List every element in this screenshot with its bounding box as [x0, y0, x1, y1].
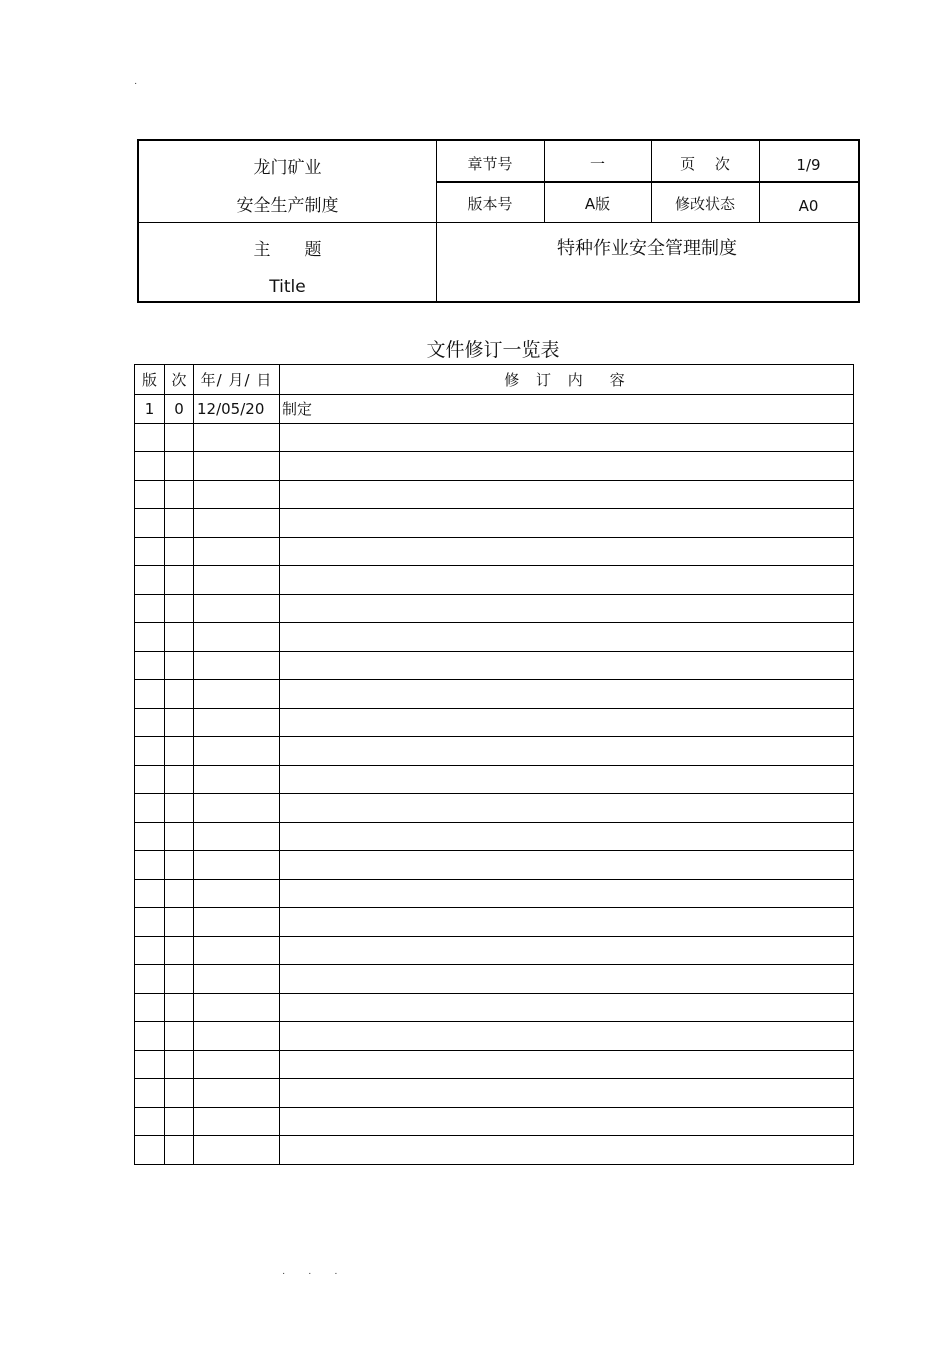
table-cell	[194, 908, 280, 937]
table-row	[135, 1022, 854, 1051]
table-cell	[280, 936, 854, 965]
table-row	[135, 936, 854, 965]
table-cell	[194, 879, 280, 908]
company-name: 龙门矿业	[253, 157, 322, 178]
table-header-row	[135, 365, 854, 395]
version-label: 版本号	[467, 195, 513, 213]
table-cell	[135, 794, 165, 823]
table-row	[135, 1079, 854, 1108]
table-row	[135, 765, 854, 794]
table-cell	[165, 965, 194, 994]
table-cell	[135, 822, 165, 851]
table-cell	[165, 1050, 194, 1079]
chapter-value: 一	[589, 154, 605, 173]
table-cell	[280, 509, 854, 538]
table-cell	[165, 822, 194, 851]
table-cell	[194, 452, 280, 481]
table-cell	[194, 965, 280, 994]
table-cell	[194, 822, 280, 851]
table-row	[135, 908, 854, 937]
table-cell	[280, 423, 854, 452]
table-cell	[194, 680, 280, 709]
table-cell	[165, 651, 194, 680]
table-cell	[280, 765, 854, 794]
header-divider	[139, 222, 858, 223]
table-cell	[135, 651, 165, 680]
table-cell	[194, 1107, 280, 1136]
table-cell	[280, 993, 854, 1022]
table-cell	[135, 1079, 165, 1108]
table-cell	[135, 879, 165, 908]
table-cell	[280, 1107, 854, 1136]
table-cell	[194, 737, 280, 766]
table-row	[135, 651, 854, 680]
table-cell	[194, 765, 280, 794]
table-cell	[165, 794, 194, 823]
table-row	[135, 993, 854, 1022]
table-cell	[280, 1136, 854, 1165]
table-row	[135, 566, 854, 595]
column-header: 修 订 内 容	[280, 365, 854, 395]
table-cell	[194, 851, 280, 880]
table-row	[135, 965, 854, 994]
table-cell	[135, 423, 165, 452]
table-cell	[280, 965, 854, 994]
table-cell	[194, 1079, 280, 1108]
table-row	[135, 1050, 854, 1079]
table-cell: 0	[165, 395, 194, 424]
table-cell	[280, 452, 854, 481]
table-cell	[280, 566, 854, 595]
column-header: 次	[165, 365, 194, 395]
table-cell	[194, 1022, 280, 1051]
subject-label-en: Title	[269, 277, 306, 297]
table-cell	[280, 594, 854, 623]
table-cell	[135, 1022, 165, 1051]
table-row	[135, 708, 854, 737]
table-cell	[280, 908, 854, 937]
table-cell	[280, 851, 854, 880]
revision-status-value: A0	[798, 196, 819, 215]
table-cell	[280, 480, 854, 509]
table-cell: 12/05/20	[194, 395, 280, 424]
table-row	[135, 822, 854, 851]
table-cell: 1	[135, 395, 165, 424]
table-cell	[280, 1079, 854, 1108]
table-cell	[165, 851, 194, 880]
table-cell	[135, 936, 165, 965]
table-cell	[280, 680, 854, 709]
table-row	[135, 879, 854, 908]
table-cell	[194, 509, 280, 538]
table-row	[135, 680, 854, 709]
table-cell	[280, 879, 854, 908]
table-cell	[165, 623, 194, 652]
table-cell	[165, 908, 194, 937]
revision-table	[134, 364, 854, 1165]
page-value: 1/9	[796, 156, 821, 174]
table-row	[135, 794, 854, 823]
revision-table-title: 文件修订一览表	[426, 339, 560, 361]
table-cell	[194, 537, 280, 566]
table-cell	[165, 423, 194, 452]
table-cell	[194, 1136, 280, 1165]
table-cell	[280, 623, 854, 652]
table-cell	[280, 822, 854, 851]
table-cell	[194, 423, 280, 452]
table-cell	[135, 623, 165, 652]
table-row	[135, 480, 854, 509]
document-series: 安全生产制度	[236, 196, 339, 216]
table-cell	[194, 594, 280, 623]
column-header: 年/ 月/ 日	[194, 365, 280, 395]
table-cell	[165, 1107, 194, 1136]
table-cell	[165, 1022, 194, 1051]
table-cell	[280, 737, 854, 766]
table-cell	[165, 708, 194, 737]
table-cell	[280, 1022, 854, 1051]
table-cell	[165, 480, 194, 509]
page-label: 页 次	[680, 154, 730, 173]
document-header	[137, 139, 860, 303]
table-cell	[194, 794, 280, 823]
table-cell	[280, 537, 854, 566]
table-cell	[280, 1050, 854, 1079]
top-mark: ·	[134, 78, 138, 89]
table-cell	[135, 480, 165, 509]
table-cell	[194, 566, 280, 595]
table-cell	[135, 680, 165, 709]
table-cell	[280, 651, 854, 680]
table-cell	[135, 993, 165, 1022]
subject-value: 特种作业安全管理制度	[557, 238, 737, 259]
table-cell: 制定	[280, 395, 854, 424]
table-cell	[165, 566, 194, 595]
table-cell	[135, 908, 165, 937]
table-cell	[165, 1079, 194, 1108]
bottom-mark: · · ·	[282, 1268, 348, 1279]
table-cell	[135, 509, 165, 538]
table-cell	[280, 794, 854, 823]
table-row	[135, 452, 854, 481]
table-row	[135, 423, 854, 452]
chapter-label: 章节号	[467, 154, 513, 173]
table-row	[135, 737, 854, 766]
table-cell	[194, 936, 280, 965]
table-row	[135, 395, 854, 424]
table-cell	[135, 566, 165, 595]
table-cell	[165, 879, 194, 908]
table-cell	[135, 737, 165, 766]
table-row	[135, 1107, 854, 1136]
table-cell	[135, 594, 165, 623]
table-row	[135, 509, 854, 538]
table-cell	[165, 680, 194, 709]
table-cell	[165, 936, 194, 965]
table-cell	[194, 651, 280, 680]
table-cell	[165, 765, 194, 794]
revision-status-label: 修改状态	[674, 195, 735, 213]
table-row	[135, 537, 854, 566]
table-cell	[165, 452, 194, 481]
table-row	[135, 623, 854, 652]
subject-label: 主 题	[253, 239, 322, 260]
table-cell	[135, 1107, 165, 1136]
table-cell	[135, 537, 165, 566]
table-cell	[135, 965, 165, 994]
table-cell	[194, 993, 280, 1022]
table-cell	[280, 708, 854, 737]
table-cell	[194, 623, 280, 652]
version-value: A版	[584, 195, 611, 213]
table-cell	[194, 1050, 280, 1079]
table-cell	[194, 708, 280, 737]
table-cell	[135, 1136, 165, 1165]
table-row	[135, 594, 854, 623]
table-cell	[194, 480, 280, 509]
table-cell	[135, 851, 165, 880]
table-cell	[165, 737, 194, 766]
table-cell	[165, 993, 194, 1022]
table-cell	[165, 594, 194, 623]
table-cell	[165, 537, 194, 566]
column-header: 版	[135, 365, 165, 395]
table-row	[135, 1136, 854, 1165]
table-cell	[165, 509, 194, 538]
table-cell	[165, 1136, 194, 1165]
table-cell	[135, 1050, 165, 1079]
table-cell	[135, 765, 165, 794]
table-cell	[135, 708, 165, 737]
table-cell	[135, 452, 165, 481]
table-row	[135, 851, 854, 880]
